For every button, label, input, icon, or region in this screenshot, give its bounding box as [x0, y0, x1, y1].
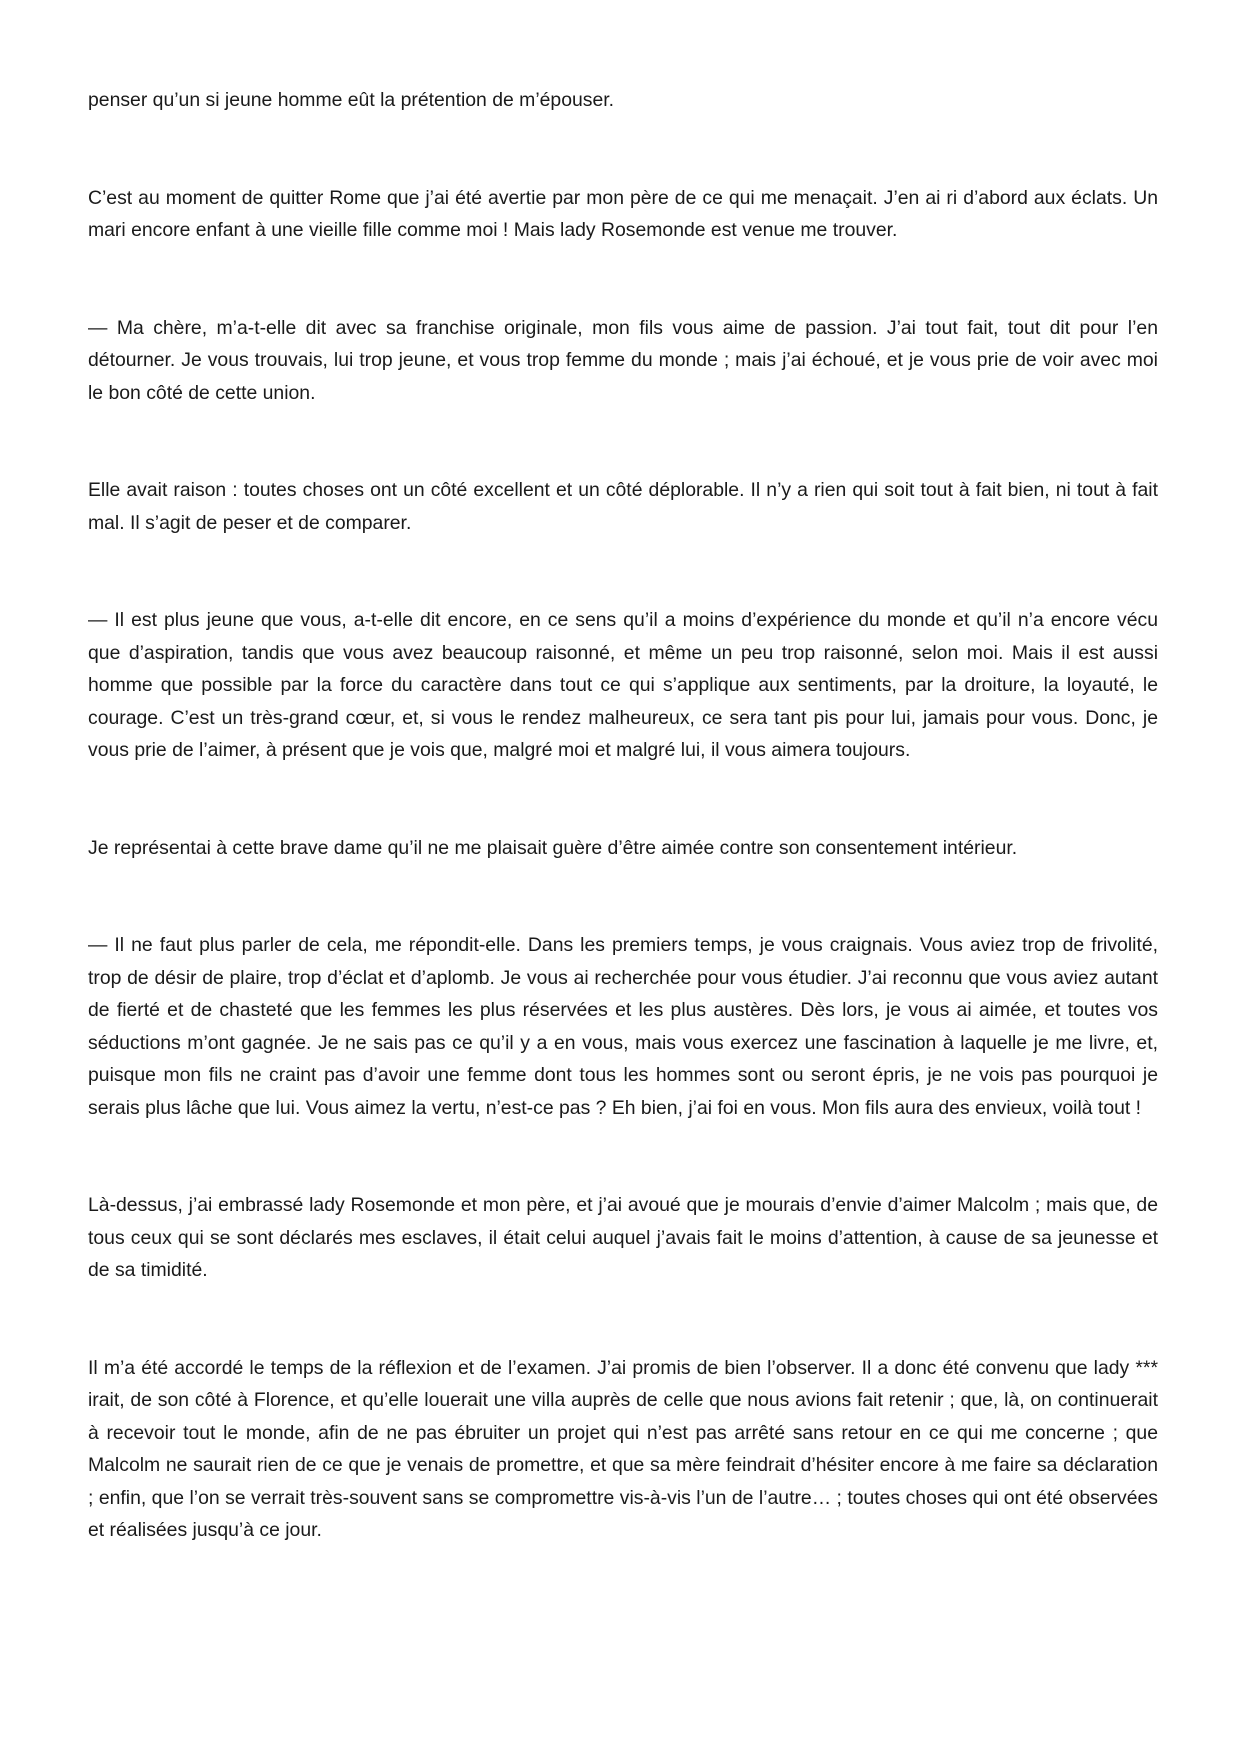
paragraph: Il m’a été accordé le temps de la réflexion et de l’examen. J’ai promis de bien l’observer. Il a donc été convenu que lady *** irait, de son côté à Florence, et qu’elle louerait une villa auprès de celle que nous avions fait retenir ; que, là, on continuerait à recevoir tout le monde, afin de ne pas ébruiter un projet qui n’est pas arrêté sans retour en ce qui me concerne ; que Malcolm ne saurait rien de ce que je venais de promettre, et que sa mère feindrait d’hésiter encore à me faire sa déclaration ; enfin, que l’on se verrait très-souvent sans se compromettre vis-à-vis l’un de l’autre… ; toutes choses qui ont été observées et réalisées jusqu’à ce jour.: [88, 1356, 1158, 1541]
paragraph: Je représentai à cette brave dame qu’il ne me plaisait guère d’être aimée contre son consentement intérieur.: [88, 836, 1018, 859]
document-page: [88, 84, 1158, 1547]
paragraph: — Il est plus jeune que vous, a-t-elle dit encore, en ce sens qu’il a moins d’expérience du monde et qu’il n’a encore vécu que d’aspiration, tandis que vous avez beaucoup raisonné, et même un peu trop raisonné, selon moi. Mais il est aussi homme que possible par la force du caractère dans tout ce qui s’applique aux sentiments, par la droiture, la loyauté, le courage. C’est un très-grand cœur, et, si vous le rendez malheureux, ce sera tant pis pour lui, jamais pour vous. Donc, je vous prie de l’aimer, à présent que je vois que, malgré moi et malgré lui, il vous aimera toujours.: [88, 609, 1158, 761]
paragraph: — Ma chère, m’a-t-elle dit avec sa franchise originale, mon fils vous aime de passion. J’ai tout fait, tout dit pour l’en détourner. Je vous trouvais, lui trop jeune, et vous trop femme du monde ; mais j’ai échoué, et je vous prie de voir avec moi le bon côté de cette union.: [88, 316, 1158, 404]
paragraph: penser qu’un si jeune homme eût la prétention de m’épouser.: [88, 89, 615, 111]
paragraph: C’est au moment de quitter Rome que j’ai été avertie par mon père de ce qui me menaçait. J’en ai ri d’abord aux éclats. Un mari encore enfant à une vieille fille comme moi ! Mais lady Rosemonde est venue me trouver.: [88, 186, 1158, 241]
paragraph: — Il ne faut plus parler de cela, me répondit-elle. Dans les premiers temps, je vous craignais. Vous aviez trop de frivolité, trop de désir de plaire, trop d’éclat et d’aplomb. Je vous ai recherchée pour vous étudier. J’ai reconnu que vous aviez autant de fierté et de chasteté que les femmes les plus réservées et les plus austères. Dès lors, je vous ai aimée, et toutes vos séductions m’ont gagnée. Je ne sais pas ce qu’il y a en vous, mais vous exercez une fascination à laquelle je me livre, et, puisque mon fils ne craint pas d’avoir une femme dont tous les hommes sont ou seront épris, je ne vois pas pourquoi je serais plus lâche que lui. Vous aimez la vertu, n’est-ce pas ? Eh bien, j’ai foi en vous. Mon fils aura des envieux, voilà tout !: [88, 934, 1158, 1119]
paragraph: Elle avait raison : toutes choses ont un côté excellent et un côté déplorable. Il n’y a rien qui soit tout à fait bien, ni tout à fait mal. Il s’agit de peser et de comparer.: [88, 479, 1158, 534]
paragraph: Là-dessus, j’ai embrassé lady Rosemonde et mon père, et j’ai avoué que je mourais d’envie d’aimer Malcolm ; mais que, de tous ceux qui se sont déclarés mes esclaves, il était celui auquel j’avais fait le moins d’attention, à cause de sa jeunesse et de sa timidité.: [88, 1194, 1158, 1281]
